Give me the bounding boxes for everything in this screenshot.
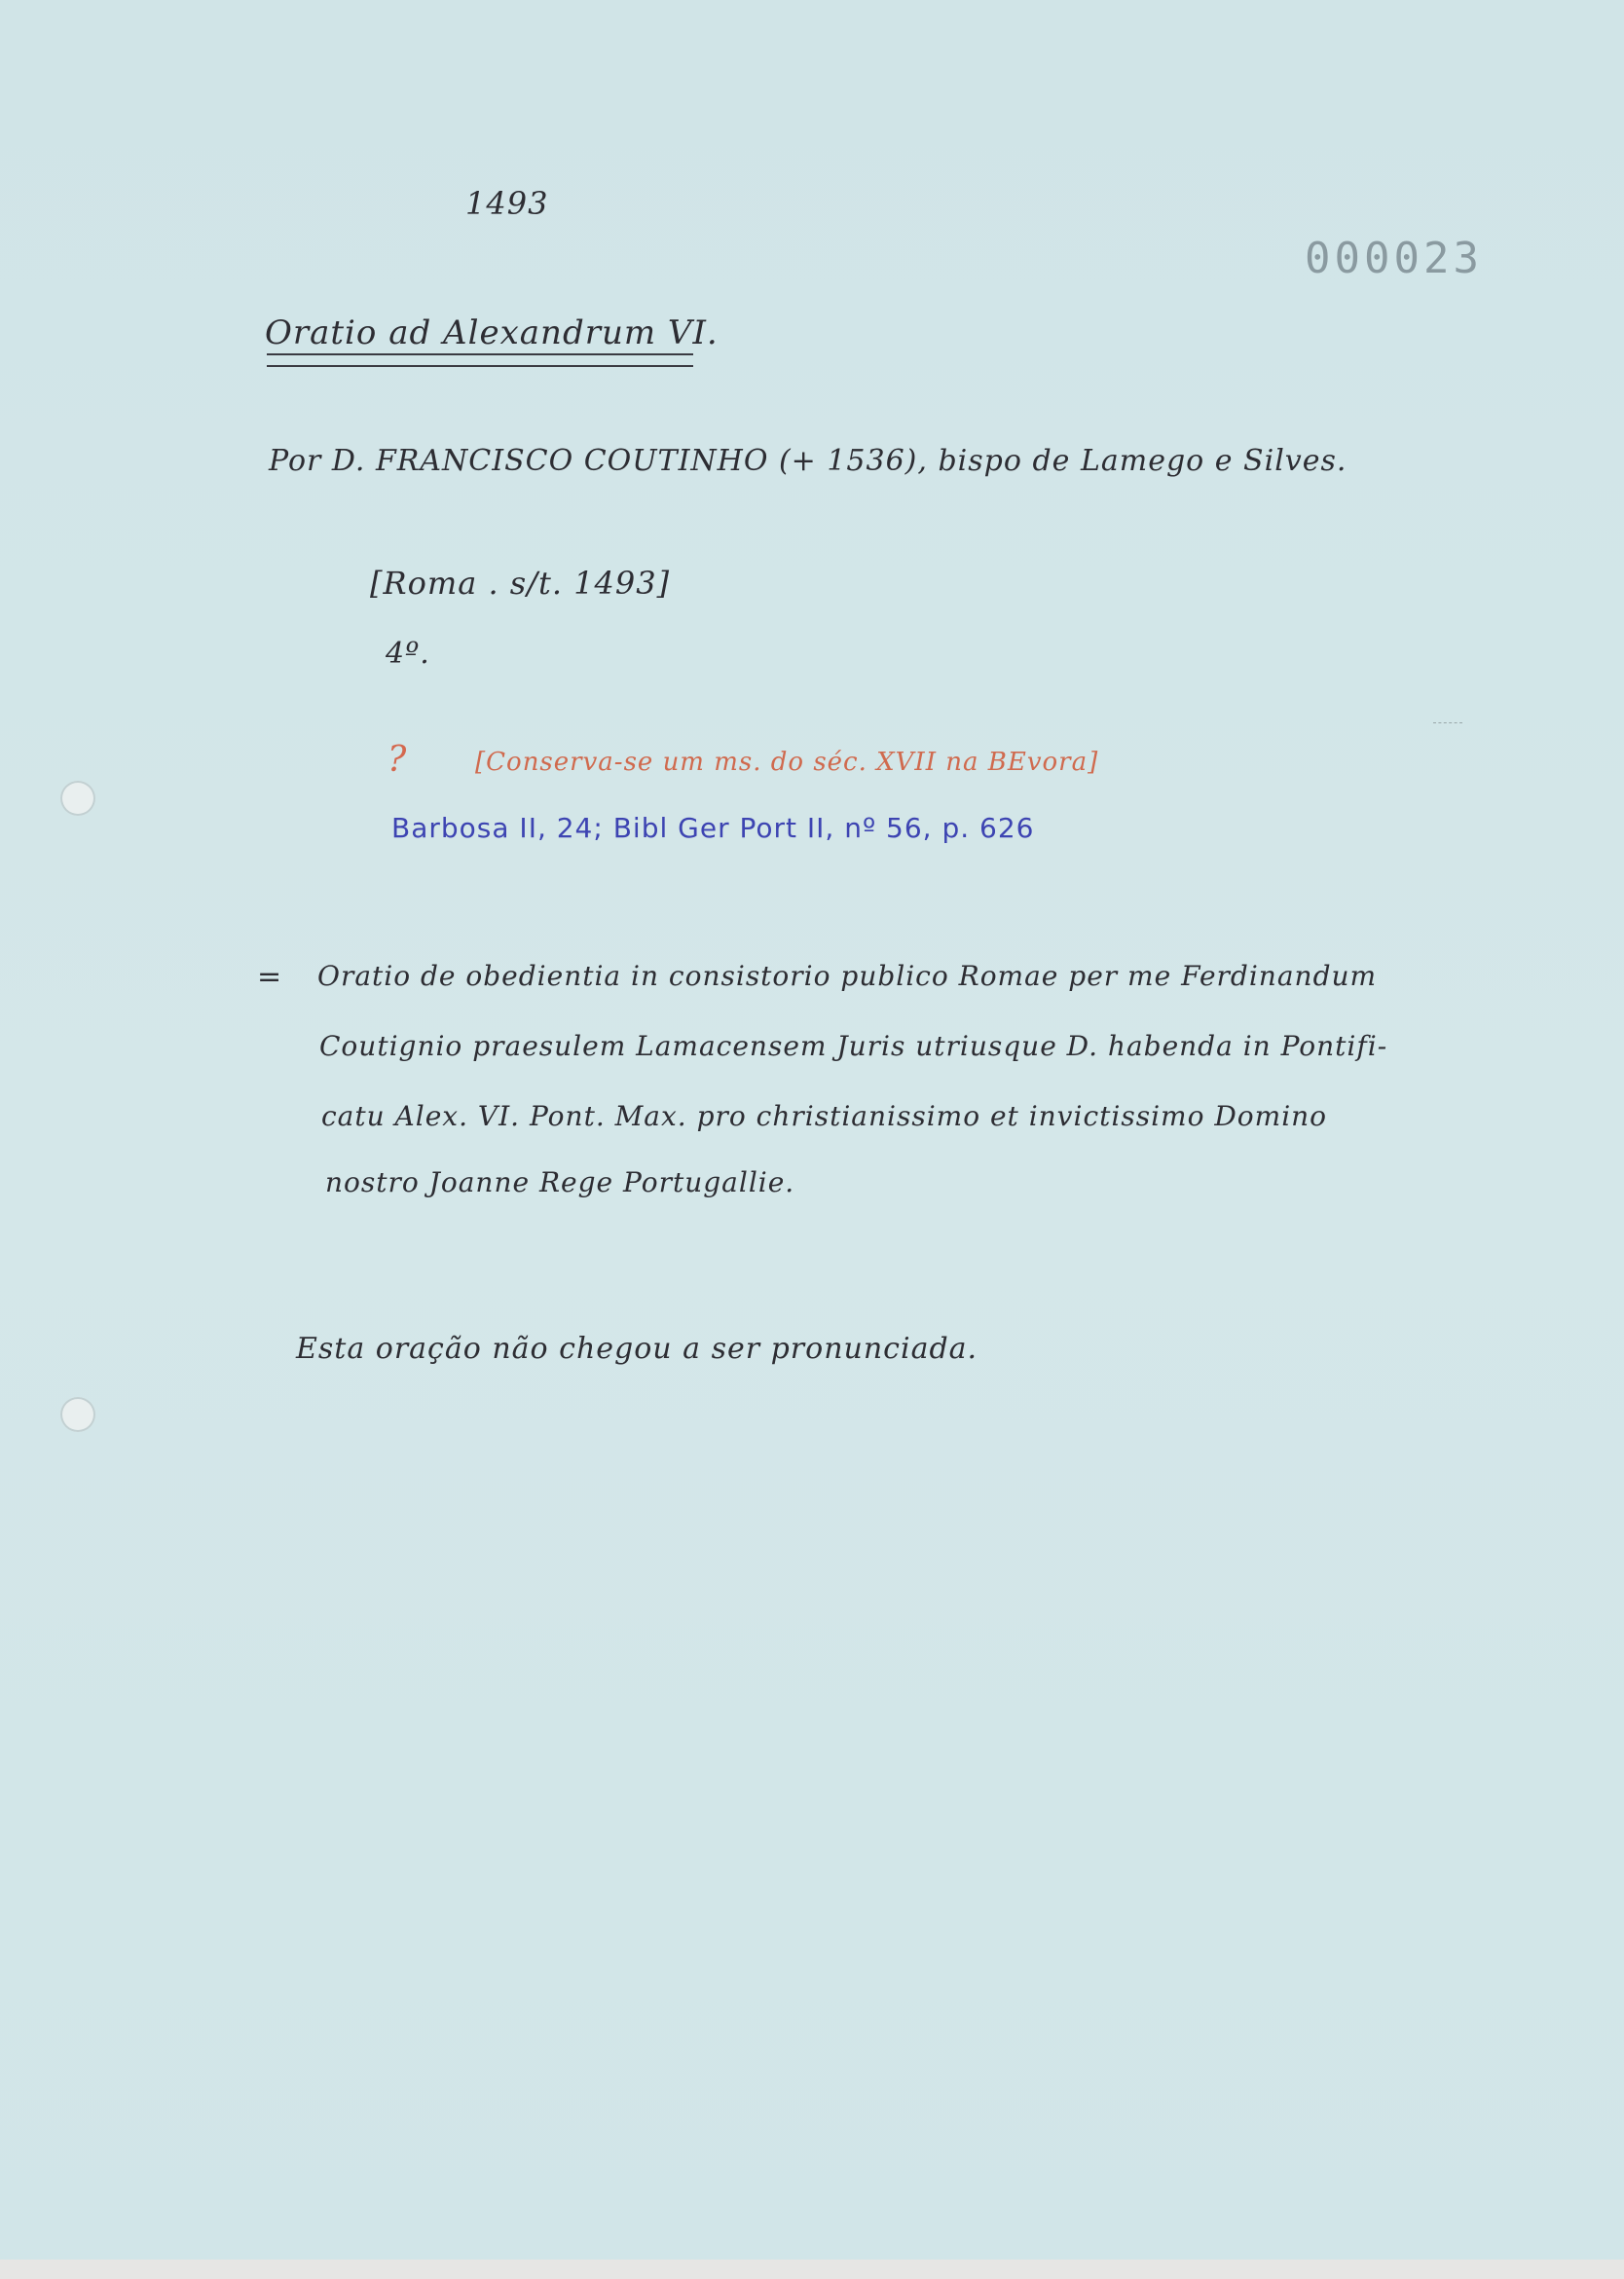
bibliographic-references: Barbosa II, 24; Bibl Ger Port II, nº 56, p. 626 — [391, 812, 1035, 844]
query-mark: ? — [388, 740, 408, 780]
record-title: Oratio ad Alexandrum VI. — [265, 313, 719, 352]
punch-hole-bottom — [60, 1397, 95, 1432]
stamp-number: 000023 — [1305, 234, 1483, 283]
full-title-line-3: catu Alex. VI. Pont. Max. pro christianissimo et invictissimo Domino — [321, 1100, 1328, 1132]
punch-hole-top — [60, 781, 95, 816]
scan-bottom-edge — [0, 2260, 1624, 2279]
full-title-line-2: Coutignio praesulem Lamacensem Juris utriusque D. habenda in Pontifi- — [319, 1030, 1388, 1062]
author-line: Por D. FRANCISCO COUTINHO (+ 1536), bispo de Lamego e Silves. — [269, 444, 1347, 478]
equals-mark: = — [257, 960, 283, 994]
closing-remark: Esta oração não chegou a ser pronunciada. — [296, 1332, 978, 1366]
imprint-line: [Roma . s/t. 1493] — [370, 565, 671, 602]
pencil-mark — [1433, 722, 1462, 723]
title-double-underline — [267, 353, 693, 367]
format-line: 4º. — [386, 637, 430, 671]
manuscript-note: [Conserva-se um ms. do séc. XVII na BEvora] — [475, 748, 1099, 777]
full-title-line-4: nostro Joanne Rege Portugallie. — [325, 1166, 795, 1198]
year-heading: 1493 — [465, 185, 549, 222]
full-title-line-1: Oratio de obedientia in consistorio publico Romae per me Ferdinandum — [317, 960, 1378, 992]
